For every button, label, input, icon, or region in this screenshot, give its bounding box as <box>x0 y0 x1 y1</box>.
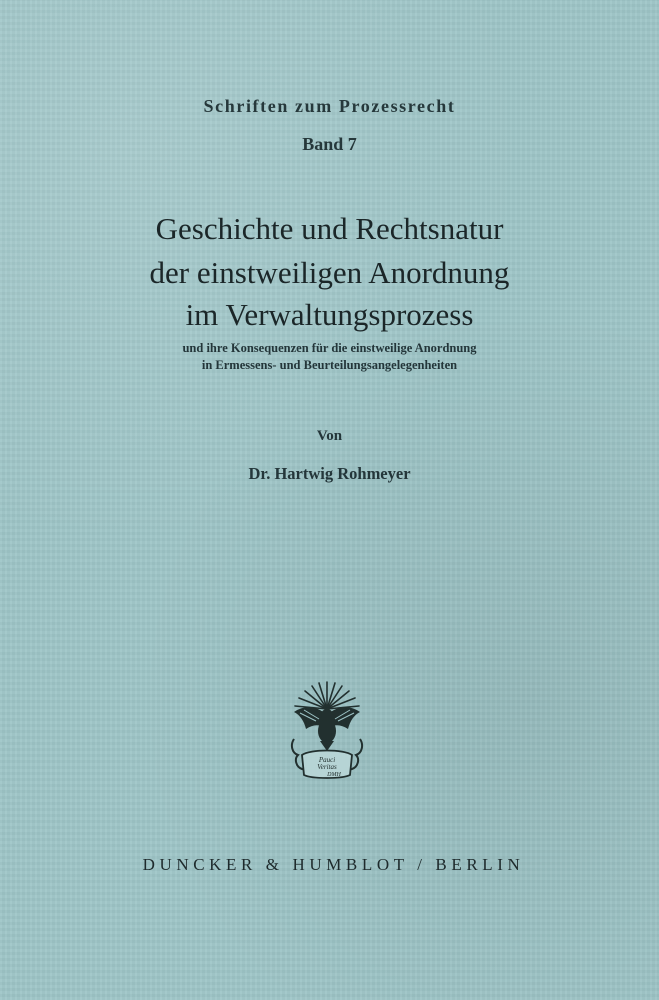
logo-motto-1: Pauci <box>318 756 336 764</box>
series-title: Schriften zum Prozessrecht <box>203 96 456 116</box>
logo-motto-2: Veritas <box>317 763 337 771</box>
by-label: Von <box>316 428 343 444</box>
subtitle-line-2: in Ermessens- und Beurteilungsangelegenheiten <box>201 358 458 372</box>
publisher-imprint: DUNCKER & HUMBLOT / BERLIN <box>142 855 525 874</box>
publisher-eagle-logo-icon <box>286 679 368 781</box>
author-name: Dr. Hartwig Rohmeyer <box>248 464 411 483</box>
volume-number: Band 7 <box>302 134 357 154</box>
title-line-2: der einstweiligen Anordnung <box>149 255 510 290</box>
subtitle-line-1: und ihre Konsequenzen für die einstweilige Anordnung <box>182 341 477 355</box>
title-line-3: im Verwaltungsprozess <box>185 297 474 332</box>
logo-monogram: DMH <box>327 772 341 778</box>
title-line-1: Geschichte und Rechtsnatur <box>155 211 504 246</box>
